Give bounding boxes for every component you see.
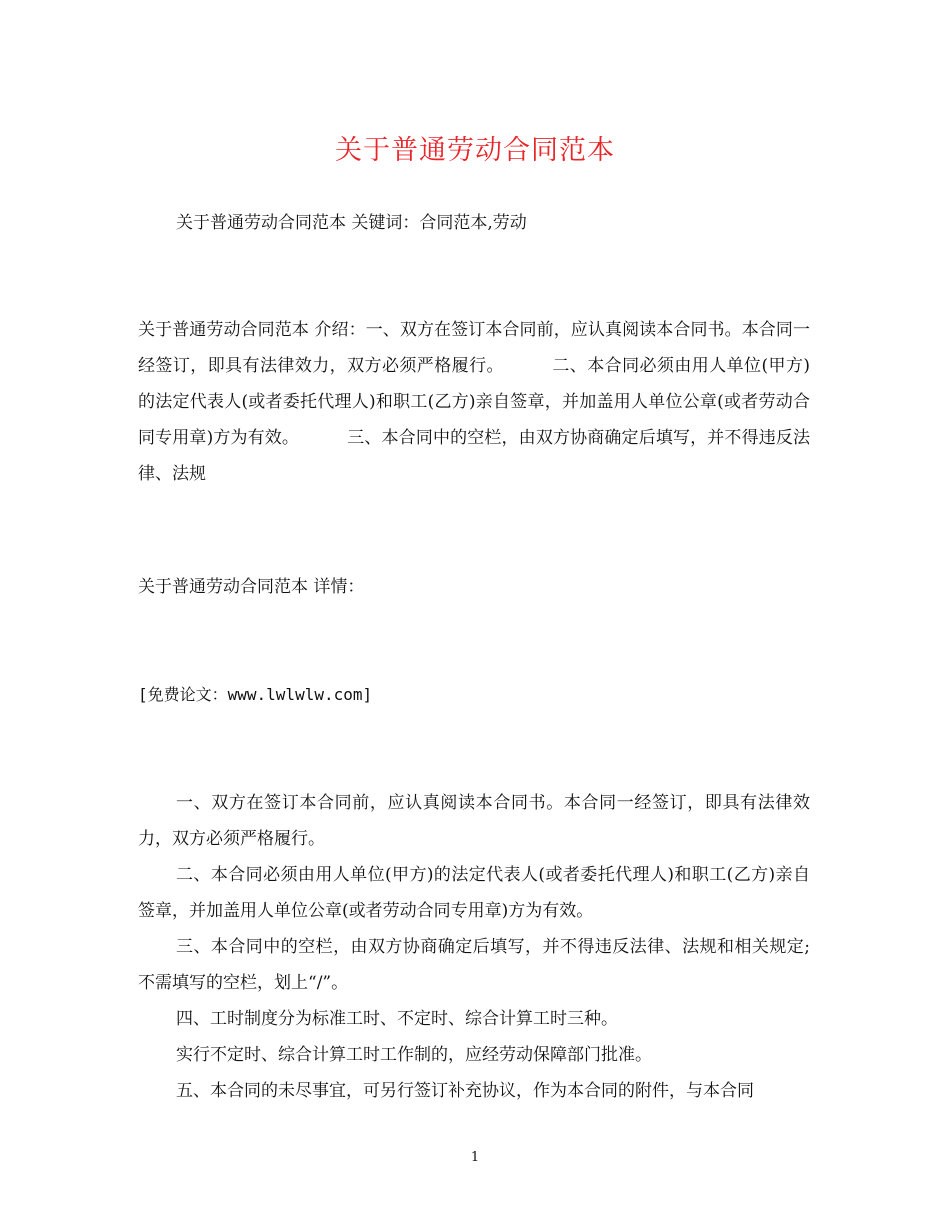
clauses-section [138, 785, 810, 1109]
page-number: 1 [470, 1150, 480, 1165]
clause-paragraph: 三、本合同中的空栏，由双方协商确定后填写，并不得违反法律、法规和相关规定;不需填写的空栏，划上“/”。 [138, 937, 810, 993]
clause-paragraph: 二、本合同必须由用人单位(甲方)的法定代表人(或者委托代理人)和职工(乙方)亲自签章，并加盖用人单位公章(或者劳动合同专用章)方为有效。 [138, 865, 810, 921]
clause-paragraph: 五、本合同的未尽事宜，可另行签订补充协议，作为本合同的附件，与本合同 [176, 1081, 754, 1101]
keywords-line: 关于普通劳动合同范本 关键词：合同范本,劳动 [176, 213, 527, 233]
clause-paragraph: 实行不定时、综合计算工时工作制的，应经劳动保障部门批准。 [176, 1045, 652, 1065]
intro-part-3: 三、本合同中的空栏，由双方协商确定后填写，并不得违反法律、法规 [138, 428, 811, 484]
intro-part-2: 二、本合同必须由用人单位(甲方)的法定代表人(或者委托代理人)和职工(乙方)亲自签章，并加盖用人单位公章(或者劳动合同专用章)方为有效。 [138, 356, 811, 448]
clause-paragraph: 四、工时制度分为标准工时、不定时、综合计算工时三种。 [176, 1009, 618, 1029]
free-paper-line: [免费论文：www.lwlwlw.com] [138, 685, 373, 704]
document-title: 关于普通劳动合同范本 [335, 135, 615, 166]
intro-lead: 关于普通劳动合同范本 介绍：一、双方在签订本合同前，应认真阅读本合同书。本合同一经签订，即具有法律效力，双方必须严格履行。 [138, 320, 810, 376]
clause-paragraph: 一、双方在签订本合同前，应认真阅读本合同书。本合同一经签订，即具有法律效力，双方必须严格履行。 [138, 793, 810, 849]
detail-line: 关于普通劳动合同范本 详情： [138, 577, 365, 597]
intro-paragraph [138, 312, 810, 492]
